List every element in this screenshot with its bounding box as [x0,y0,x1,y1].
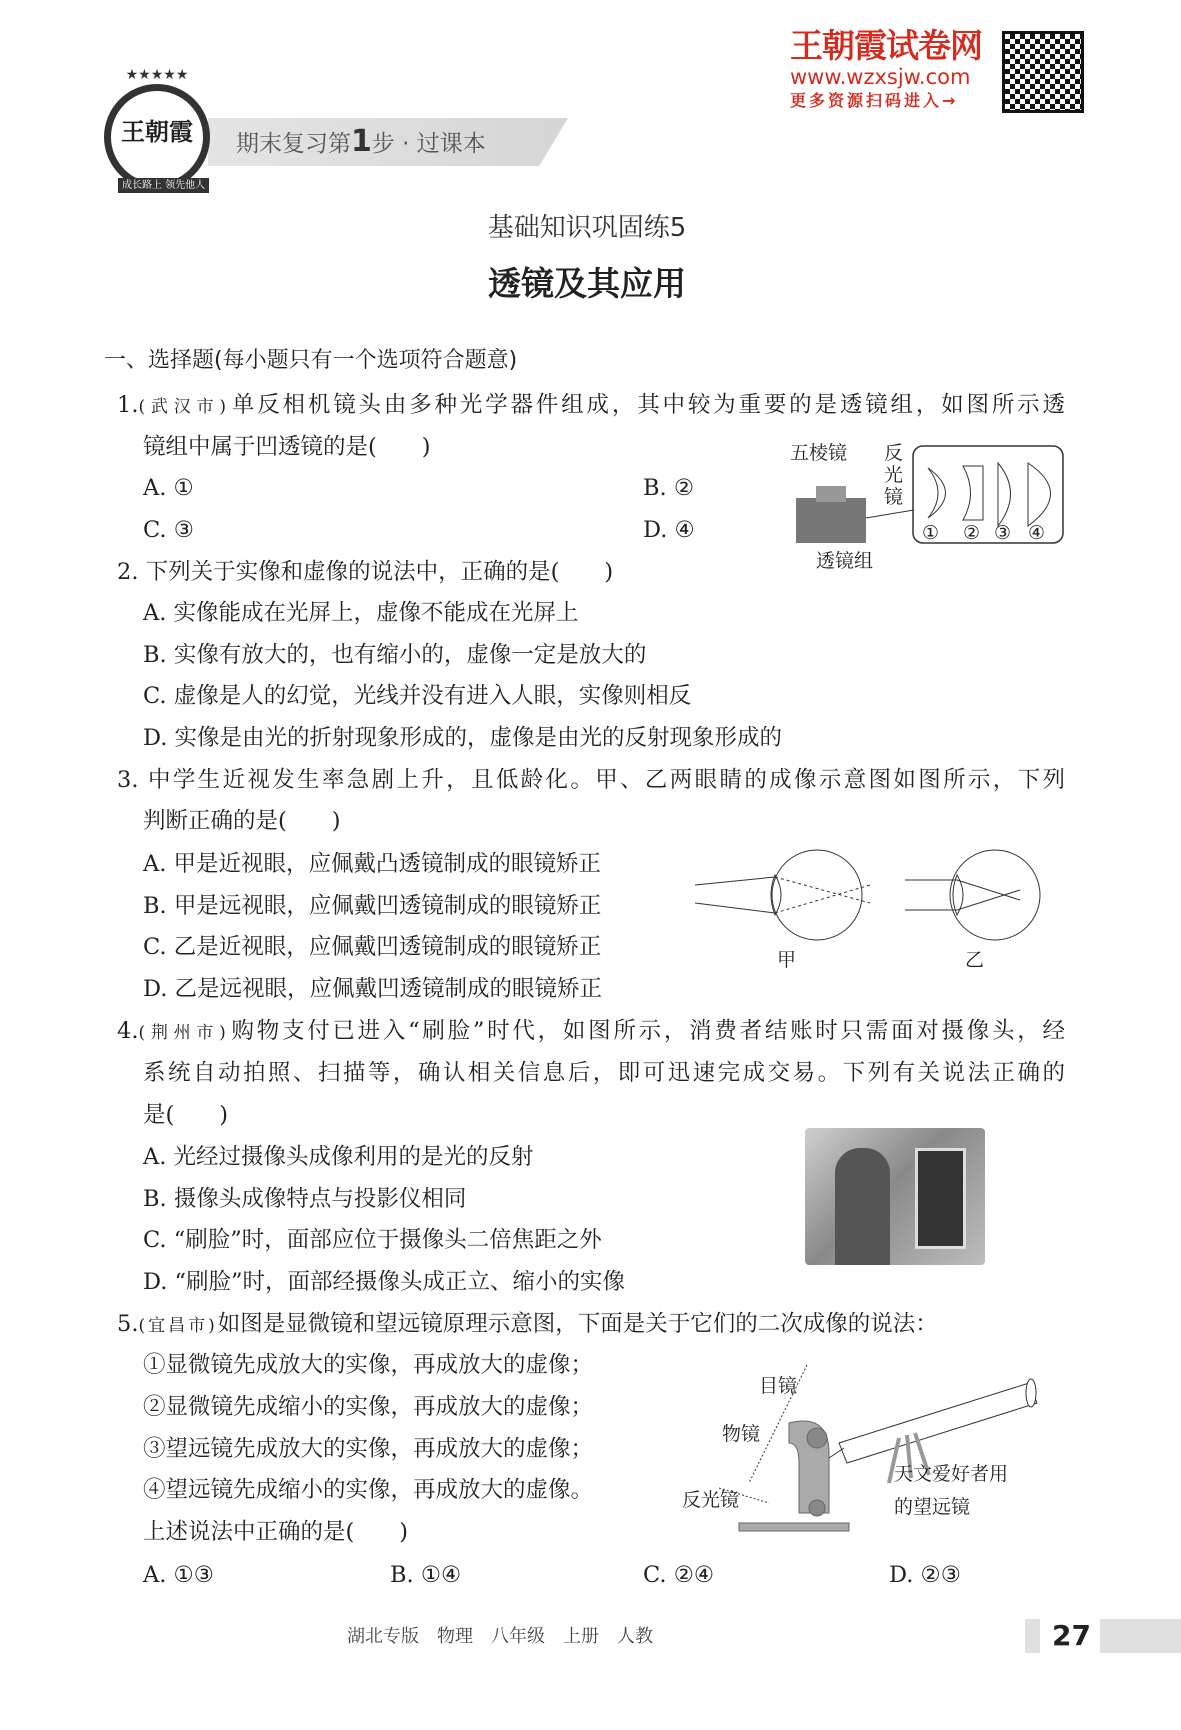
q1-camera-figure [788,438,1070,578]
logo [104,67,210,190]
label-mirror [884,442,904,508]
lens-4 [1028,463,1051,526]
eye-diagrams [695,845,1047,945]
label-prism: 五棱镜 [790,442,848,464]
label-reflector: 反光镜 [682,1489,740,1511]
q4-option-c[interactable]: C. “刷脸”时，面部应位于摄像头二倍焦距之外 [143,1227,602,1253]
q4-option-a[interactable]: A. 光经过摄像头成像利用的是光的反射 [143,1144,534,1170]
worksheet-subtitle: 基础知识巩固练5 [487,213,687,243]
label-mirror-text: 反光镜 [884,442,904,508]
label-telescope-2: 的望远镜 [894,1496,971,1518]
banner-pre: 期末复习第 [236,131,351,157]
brand-name: 王朝霞试卷网 [790,26,982,65]
q4-number: 4. [117,1018,139,1044]
q2-option-d[interactable]: D. 实像是由光的折射现象形成的，虚像是由光的反射现象形成的 [143,725,783,751]
qr-code-icon[interactable] [1002,31,1084,113]
q4-text: 购物支付已进入“刷脸”时代，如图所示，消费者结账时只需面对摄像头，经 [228,1018,1066,1044]
page-number: 27 [1052,1619,1091,1652]
q5-statement-1: ①显微镜先成放大的实像，再成放大的虚像； [143,1352,594,1378]
q5-number: 5. [117,1311,139,1337]
q4-option-b[interactable]: B. 摄像头成像特点与投影仪相同 [143,1186,467,1212]
photo-kiosk [915,1148,966,1249]
lens-label-4: ④ [1028,522,1046,544]
q5-microscope-telescope-figure [679,1363,1049,1533]
q4-line3: 是( ) [143,1102,229,1128]
q3-option-b[interactable]: B. 甲是远视眼，应佩戴凹透镜制成的眼镜矫正 [143,893,602,919]
lens-label-2: ② [963,522,981,544]
q4-option-d[interactable]: D. “刷脸”时，面部经摄像头成正立、缩小的实像 [143,1269,626,1295]
q1-line1 [117,391,1065,421]
q2-option-a[interactable]: A. 实像能成在光屏上，虚像不能成在光屏上 [143,600,579,626]
q4-source: (荆州市) [138,1023,229,1043]
q5-statement-4: ④望远镜先成缩小的实像，再成放大的虚像。 [143,1477,594,1503]
section-heading: 一、选择题(每小题只有一个选项符合题意) [104,348,518,373]
label-jia: 甲 [777,949,797,971]
q5-statement-2: ②显微镜先成缩小的实像，再成放大的虚像； [143,1394,594,1420]
q5-source: (宜昌市) [138,1316,218,1336]
label-telescope-1: 天文爱好者用 [894,1463,1009,1485]
logo-text: 王朝霞 [121,117,193,146]
q4-line1 [117,1017,1065,1047]
q3-line1: 3. 中学生近视发生率急剧上升，且低龄化。甲、乙两眼睛的成像示意图如图所示，下列 [117,767,1065,793]
q5-ask: 上述说法中正确的是( ) [143,1519,409,1545]
q5-option-d[interactable]: D. ②③ [889,1562,961,1588]
logo-motto: 成长路上 领先他人 [118,178,209,193]
logo-stars-icon: ★★★★★ [125,67,189,83]
label-objective: 物镜 [722,1423,761,1445]
q3-option-a[interactable]: A. 甲是近视眼，应佩戴凸透镜制成的眼镜矫正 [143,851,602,877]
q5-option-a[interactable]: A. ①③ [143,1562,214,1588]
q2-stem: 2. 下列关于实像和虚像的说法中，正确的是( ) [117,559,614,585]
label-eyepiece: 目镜 [759,1375,798,1397]
lens-label-3: ③ [994,522,1012,544]
q1-number: 1. [117,392,139,418]
banner-step: 1 [351,124,372,159]
banner-post: 步 · 过课本 [371,131,486,157]
eye-jia [772,850,862,940]
q5-statement-3: ③望远镜先成放大的实像，再成放大的虚像； [143,1436,594,1462]
lens-3 [998,463,1011,526]
q4-line2: 系统自动拍照、扫描等，确认相关信息后，即可迅速完成交易。下列有关说法正确的 [143,1060,1065,1086]
q5-line1 [117,1310,938,1340]
camera-body [796,498,866,543]
q1-text: 单反相机镜头由多种光学器件组成，其中较为重要的是透镜组，如图所示透 [229,392,1065,418]
q3-option-c[interactable]: C. 乙是近视眼，应佩戴凹透镜制成的眼镜矫正 [143,934,602,960]
q1-line2: 镜组中属于凹透镜的是( ) [143,434,431,460]
q1-option-c[interactable]: C. ③ [143,517,194,543]
brand-scan-text: 更多资源扫码进入→ [790,91,959,110]
q1-option-a[interactable]: A. ① [143,475,194,501]
q1-source: (武汉市) [138,397,230,417]
q4-face-payment-photo [805,1128,985,1265]
q2-option-c[interactable]: C. 虚像是人的幻觉，光线并没有进入人眼，实像则相反 [143,683,692,709]
footer-edition: 湖北专版 物理 八年级 上册 人教 [347,1626,653,1647]
q1-option-b[interactable]: B. ② [643,475,695,501]
q3-eye-figure [695,845,1047,975]
q3-option-d[interactable]: D. 乙是远视眼，应佩戴凹透镜制成的眼镜矫正 [143,976,603,1002]
banner-text [236,122,486,164]
q5-text: 如图是显微镜和望远镜原理示意图，下面是关于它们的二次成像的说法： [217,1311,938,1337]
label-lens-group: 透镜组 [816,550,874,572]
label-yi: 乙 [965,949,985,971]
lens-2 [963,466,983,520]
worksheet-title: 透镜及其应用 [488,264,686,303]
lens-label-1: ① [922,522,940,544]
photo-person [835,1148,890,1265]
q1-option-d[interactable]: D. ④ [643,517,695,543]
brand-url: www.wzxsjw.com [790,65,971,89]
lens-1 [928,468,946,518]
q3-line2: 判断正确的是( ) [143,808,341,834]
q2-option-b[interactable]: B. 实像有放大的，也有缩小的，虚像一定是放大的 [143,642,647,668]
q5-option-b[interactable]: B. ①④ [390,1562,462,1588]
q5-option-c[interactable]: C. ②④ [643,1562,715,1588]
